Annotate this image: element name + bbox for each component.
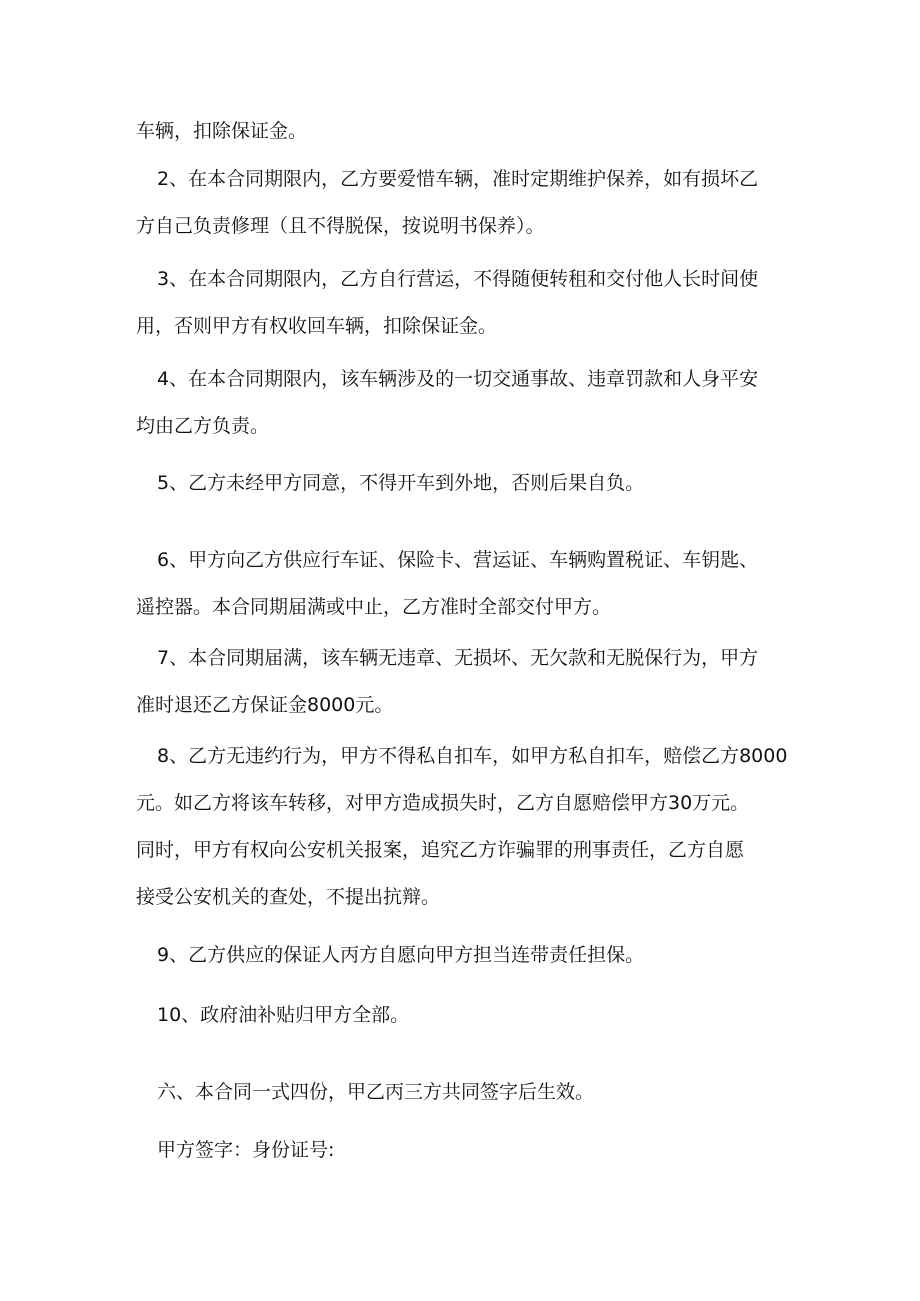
text-line: 4、在本合同期限内，该车辆涉及的一切交通事故、违章罚款和人身平安 bbox=[157, 368, 759, 390]
text-line: 7、本合同期届满，该车辆无违章、无损坏、无欠款和无脱保行为，甲方 bbox=[157, 647, 759, 669]
text-line: 甲方签字：身份证号: bbox=[157, 1139, 335, 1161]
clause-8 bbox=[136, 733, 796, 921]
text-line: 6、甲方向乙方供应行车证、保险卡、营运证、车辆购置税证、车钥匙、 bbox=[157, 549, 759, 571]
text-line: 接受公安机关的查处，不提出抗辩。 bbox=[136, 886, 441, 908]
text-line: 3、在本合同期限内，乙方自行营运，不得随便转租和交付他人长时间使 bbox=[157, 268, 759, 290]
text-line: 方自己负责修理（且不得脱保，按说明书保养）。 bbox=[136, 215, 545, 237]
text-line: 2、在本合同期限内，乙方要爱惜车辆，准时定期维护保养，如有损坏乙 bbox=[157, 168, 759, 190]
text-line: 均由乙方负责。 bbox=[136, 415, 270, 437]
text-line: 10、政府油补贴归甲方全部。 bbox=[157, 1004, 410, 1026]
clause-2 bbox=[136, 156, 796, 250]
text-line: 六、本合同一式四份，甲乙丙三方共同签字后生效。 bbox=[157, 1081, 595, 1103]
text-line: 5、乙方未经甲方同意，不得开车到外地，否则后果自负。 bbox=[157, 472, 645, 494]
signature-line-party-a bbox=[136, 1127, 796, 1174]
clause-10 bbox=[136, 992, 796, 1039]
clause-7 bbox=[136, 635, 796, 729]
clause-3 bbox=[136, 256, 796, 350]
paragraph-1-continuation bbox=[136, 108, 796, 155]
clause-4 bbox=[136, 356, 796, 450]
text-line: 元。如乙方将该车转移，对甲方造成损失时，乙方自愿赔偿甲方30万元。 bbox=[136, 792, 750, 814]
text-line: 遥控器。本合同期届满或中止，乙方准时全部交付甲方。 bbox=[136, 596, 612, 618]
clause-9 bbox=[136, 932, 796, 979]
section-6 bbox=[136, 1069, 796, 1116]
text-line: 8、乙方无违约行为，甲方不得私自扣车，如甲方私自扣车，赔偿乙方8000 bbox=[157, 745, 788, 767]
text-line: 准时退还乙方保证金8000元。 bbox=[136, 694, 394, 716]
text-line: 同时，甲方有权向公安机关报案，追究乙方诈骗罪的刑事责任，乙方自愿 bbox=[136, 839, 745, 861]
text-line: 9、乙方供应的保证人丙方自愿向甲方担当连带责任担保。 bbox=[157, 944, 645, 966]
text-line: 车辆，扣除保证金。 bbox=[136, 120, 308, 142]
text-line: 用，否则甲方有权收回车辆，扣除保证金。 bbox=[136, 315, 498, 337]
clause-5 bbox=[136, 460, 796, 507]
clause-6 bbox=[136, 537, 796, 631]
